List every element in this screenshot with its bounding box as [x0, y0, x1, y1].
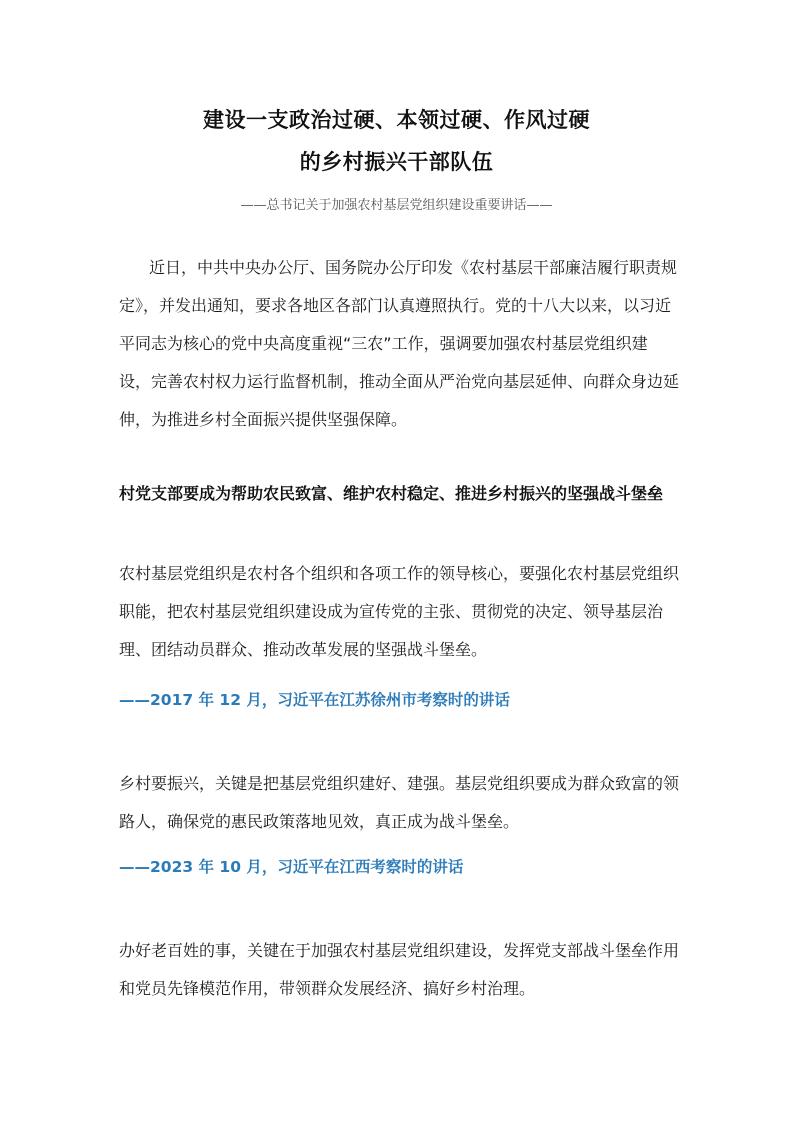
article-title-line-2: 的乡村振兴干部队伍	[299, 150, 494, 174]
intro-paragraph: 近日，中共中央办公厅、国务院办公厅印发《农村基层干部廉洁履行职责规定》，并发出通知，要求各地区各部门认真遵照执行。党的十八大以来，以习近平同志为核心的党中央高度重视“三农”工作，强调要加强农村基层党组织建设，完善农村权力运行监督机制，推动全面从严治党向基层延伸、向群众身边延伸，为推进乡村全面振兴提供坚强保障。	[119, 258, 680, 429]
article-subtitle: ——总书记关于加强农村基层党组织建设重要讲话——	[240, 198, 553, 213]
quote-3-text: 办好老百姓的事，关键在于加强农村基层党组织建设，发挥党支部战斗堡垒作用和党员先锋模范作用，带领群众发展经济、搞好乡村治理。	[119, 941, 680, 998]
section-heading: 村党支部要成为帮助农民致富、维护农村稳定、推进乡村振兴的坚强战斗堡垒	[119, 484, 664, 503]
article-title-line-1: 建设一支政治过硬、本领过硬、作风过硬	[203, 108, 590, 132]
quote-1-source: ——2017 年 12 月，习近平在江苏徐州市考察时的讲话	[119, 691, 510, 709]
quote-1-text: 农村基层党组织是农村各个组织和各项工作的领导核心，要强化农村基层党组织职能，把农村基层党组织建设成为宣传党的主张、贯彻党的决定、领导基层治理、团结动员群众、推动改革发展的坚强战斗堡垒。	[119, 564, 680, 659]
quote-2-text: 乡村要振兴，关键是把基层党组织建好、建强。基层党组织要成为群众致富的领路人，确保党的惠民政策落地见效，真正成为战斗堡垒。	[119, 774, 680, 831]
quote-2-source: ——2023 年 10 月，习近平在江西考察时的讲话	[119, 858, 464, 876]
